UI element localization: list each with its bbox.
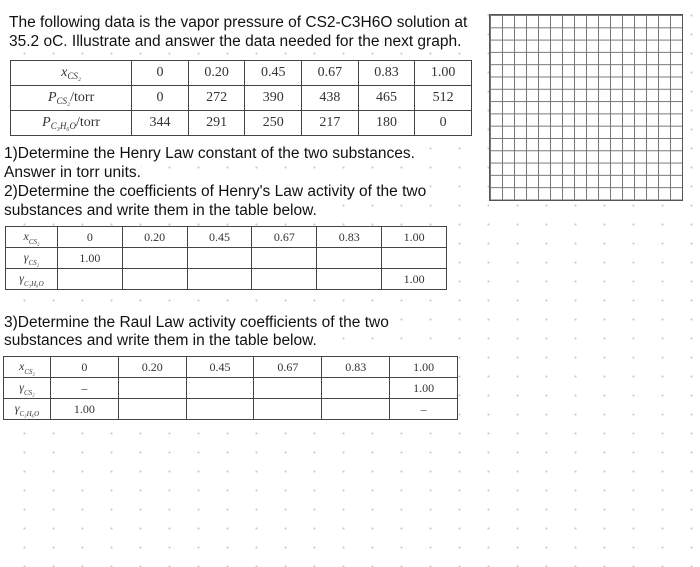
answer-cell[interactable] bbox=[57, 269, 122, 290]
answer-cell[interactable] bbox=[118, 399, 186, 420]
row-label-p-cs2: $P_{CS_2}$/torr bbox=[11, 86, 132, 111]
answer-cell[interactable] bbox=[322, 378, 390, 399]
table-cell: 344 bbox=[132, 111, 189, 136]
question-1-line-1: 1)Determine the Henry Law constant of the two substances. bbox=[4, 145, 415, 162]
answer-cell[interactable] bbox=[254, 378, 322, 399]
table-cell: 0.20 bbox=[118, 357, 186, 378]
table-cell: 217 bbox=[302, 111, 359, 136]
table-row bbox=[6, 227, 447, 248]
table-cell: – bbox=[390, 399, 458, 420]
table-cell: 438 bbox=[302, 86, 359, 111]
row-label-gamma-cs2: $\gamma_{CS_2}$ bbox=[4, 378, 51, 399]
table-cell: 250 bbox=[245, 111, 302, 136]
answer-cell[interactable] bbox=[254, 399, 322, 420]
table-cell: 0.67 bbox=[302, 61, 359, 86]
table-cell: 0.45 bbox=[186, 357, 254, 378]
table-cell: 0.45 bbox=[245, 61, 302, 86]
henry-activity-table bbox=[5, 226, 447, 290]
answer-cell[interactable] bbox=[382, 248, 447, 269]
answer-cell[interactable] bbox=[118, 378, 186, 399]
intro-line-1: The following data is the vapor pressure of CS2-C3H6O solution at bbox=[9, 14, 468, 31]
question-3-line-2: substances and write them in the table below. bbox=[4, 332, 317, 349]
row-label-p-acetone: $P_{C_3H_6O}$/torr bbox=[11, 111, 132, 136]
row-label-x-cs2: $x_{CS_2}$ bbox=[6, 227, 58, 248]
table-row bbox=[11, 61, 472, 86]
table-cell: 180 bbox=[358, 111, 415, 136]
row-label-x-cs2: $x_{CS_2}$ bbox=[11, 61, 132, 86]
vapor-pressure-table bbox=[10, 60, 472, 136]
table-cell: – bbox=[50, 378, 118, 399]
table-cell: 1.00 bbox=[390, 357, 458, 378]
table-row bbox=[11, 86, 472, 111]
table-cell: 1.00 bbox=[57, 248, 122, 269]
row-label-gamma-cs2: $\gamma_{CS_2}$ bbox=[6, 248, 58, 269]
intro-line-2: 35.2 oC. Illustrate and answer the data needed for the next graph. bbox=[9, 33, 462, 50]
table-row bbox=[4, 378, 458, 399]
answer-cell[interactable] bbox=[317, 269, 382, 290]
answer-cell[interactable] bbox=[186, 399, 254, 420]
table-cell: 1.00 bbox=[50, 399, 118, 420]
question-2-line-2: substances and write them in the table below. bbox=[4, 202, 317, 219]
row-label-x-cs2: $x_{CS_2}$ bbox=[4, 357, 51, 378]
answer-cell[interactable] bbox=[186, 378, 254, 399]
table-cell: 0 bbox=[50, 357, 118, 378]
table-cell: 0.83 bbox=[358, 61, 415, 86]
table-cell: 1.00 bbox=[415, 61, 472, 86]
question-3-line-1: 3)Determine the Raul Law activity coefficients of the two bbox=[4, 314, 389, 331]
table-row bbox=[6, 248, 447, 269]
table-cell: 0.20 bbox=[122, 227, 187, 248]
table-cell: 0.45 bbox=[187, 227, 252, 248]
table-cell: 0.67 bbox=[254, 357, 322, 378]
answer-cell[interactable] bbox=[187, 269, 252, 290]
table-cell: 272 bbox=[188, 86, 245, 111]
table-cell: 512 bbox=[415, 86, 472, 111]
table-cell: 291 bbox=[188, 111, 245, 136]
table-row bbox=[11, 111, 472, 136]
table-row bbox=[4, 357, 458, 378]
answer-cell[interactable] bbox=[317, 248, 382, 269]
row-label-gamma-acetone: $\gamma_{C_3H_6O}$ bbox=[6, 269, 58, 290]
table-cell: 1.00 bbox=[382, 227, 447, 248]
answer-cell[interactable] bbox=[252, 269, 317, 290]
table-cell: 1.00 bbox=[390, 378, 458, 399]
question-1-line-2: Answer in torr units. bbox=[4, 164, 141, 181]
table-cell: 0 bbox=[132, 61, 189, 86]
table-cell: 1.00 bbox=[382, 269, 447, 290]
graph-paper-grid bbox=[489, 14, 683, 201]
table-row bbox=[6, 269, 447, 290]
table-cell: 0 bbox=[415, 111, 472, 136]
table-cell: 0 bbox=[57, 227, 122, 248]
table-cell: 0.67 bbox=[252, 227, 317, 248]
answer-cell[interactable] bbox=[187, 248, 252, 269]
table-row bbox=[4, 399, 458, 420]
answer-cell[interactable] bbox=[322, 399, 390, 420]
answer-cell[interactable] bbox=[122, 248, 187, 269]
answer-cell[interactable] bbox=[122, 269, 187, 290]
table-cell: 390 bbox=[245, 86, 302, 111]
answer-cell[interactable] bbox=[252, 248, 317, 269]
table-cell: 0.83 bbox=[317, 227, 382, 248]
raoult-activity-table bbox=[3, 356, 458, 420]
question-2-line-1: 2)Determine the coefficients of Henry's Law activity of the two bbox=[4, 183, 427, 200]
table-cell: 0 bbox=[132, 86, 189, 111]
table-cell: 0.83 bbox=[322, 357, 390, 378]
row-label-gamma-acetone: $\gamma_{C_3H_6O}$ bbox=[4, 399, 51, 420]
table-cell: 0.20 bbox=[188, 61, 245, 86]
table-cell: 465 bbox=[358, 86, 415, 111]
